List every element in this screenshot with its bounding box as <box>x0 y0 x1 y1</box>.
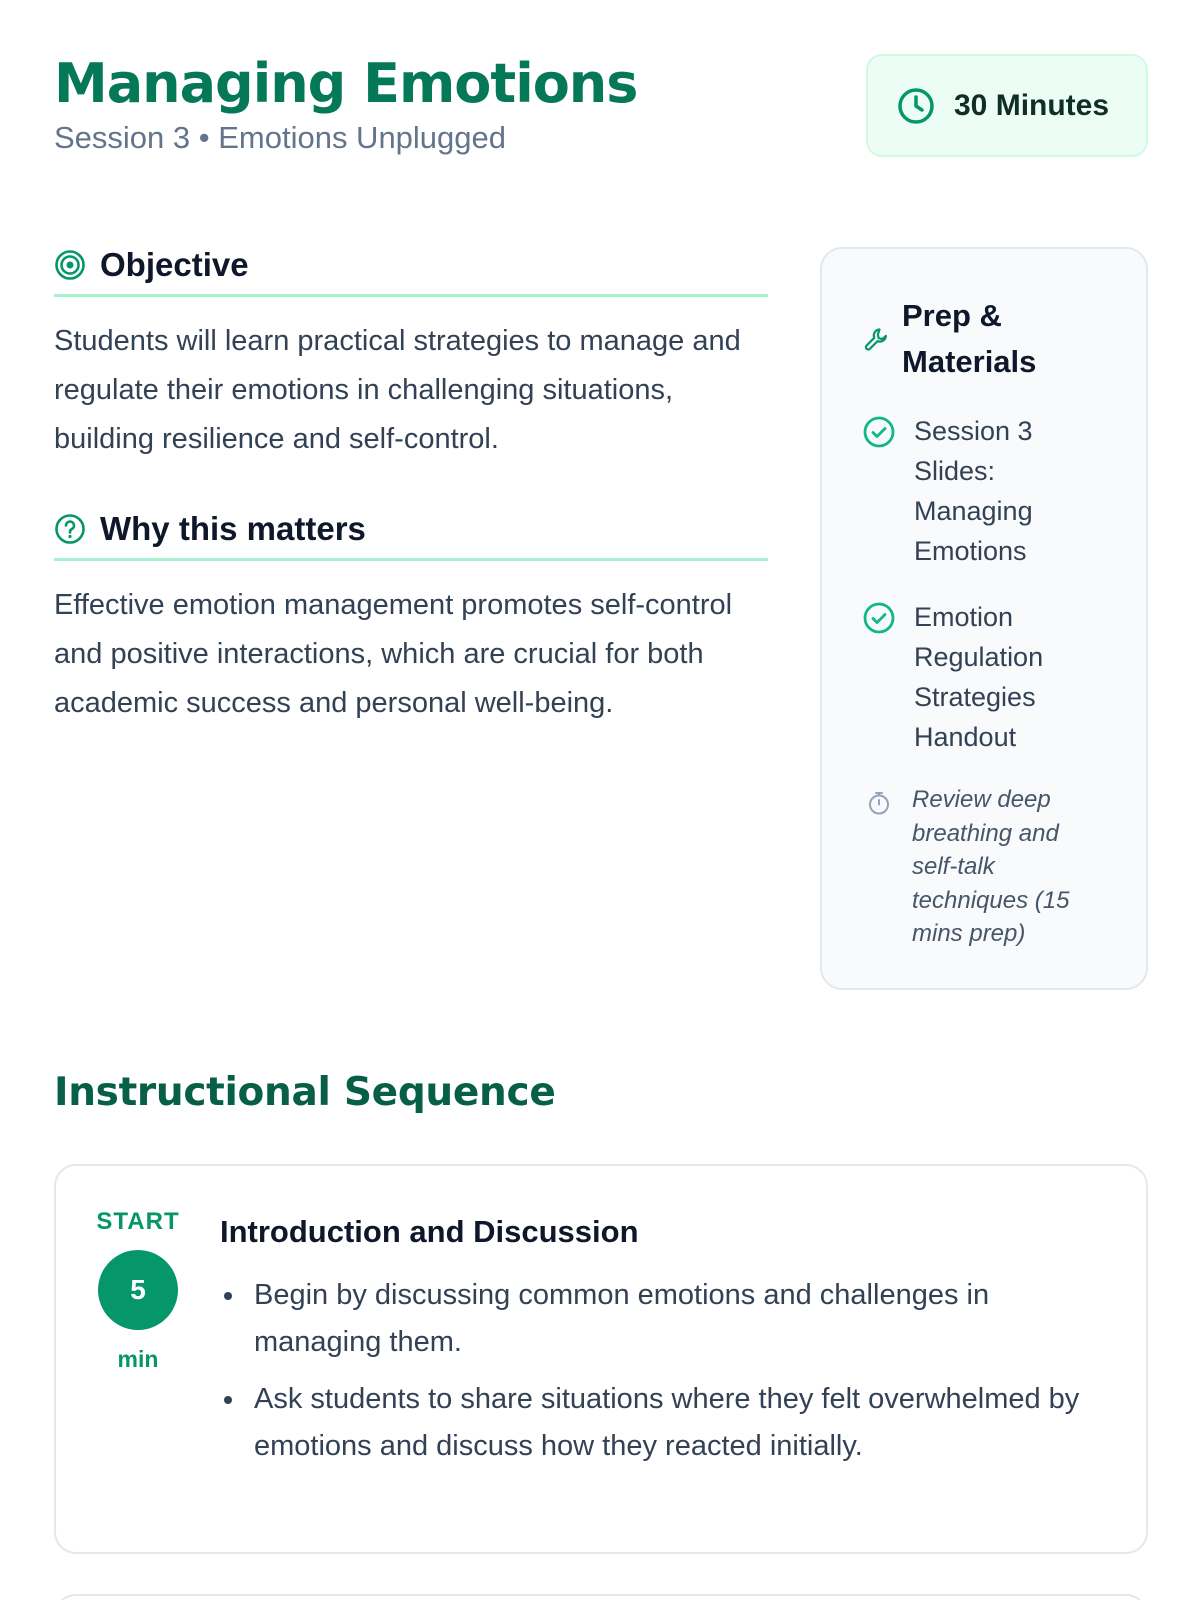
list-item: Ask students to share situations where they felt overwhelmed by emotions and discuss how they reacted initially. <box>220 1376 1100 1470</box>
sequence-step-card <box>54 1164 1148 1554</box>
prep-heading: Prep & Materials <box>902 298 1037 379</box>
stopwatch-icon <box>866 790 892 816</box>
wrench-icon <box>862 325 890 353</box>
prep-note-text: Review deep breathing and self-talk techniques (15 mins prep) <box>912 786 1070 947</box>
material-label: Session 3 Slides: Managing Emotions <box>914 416 1033 566</box>
instructional-sequence-heading: Instructional Sequence <box>54 1070 556 1115</box>
check-circle-icon <box>862 415 896 449</box>
objective-text: Students will learn practical strategies to manage and regulate their emotions in challenging situations, building resilience and self-control. <box>54 325 741 455</box>
page-header <box>54 54 637 155</box>
list-item <box>862 411 1106 571</box>
step-minutes-badge: 5 <box>98 1250 178 1330</box>
prep-header <box>862 293 1106 385</box>
step-content <box>220 1214 1100 1480</box>
sequence-step-card-next <box>54 1594 1148 1600</box>
objective-heading: Objective <box>100 246 249 283</box>
question-circle-icon <box>54 513 86 545</box>
clock-icon <box>896 86 936 126</box>
why-section <box>54 510 768 728</box>
prep-time-note <box>862 783 1106 951</box>
list-item: Begin by discussing common emotions and challenges in managing them. <box>220 1272 1100 1366</box>
list-item <box>862 597 1106 757</box>
check-circle-icon <box>862 601 896 635</box>
material-label: Emotion Regulation Strategies Handout <box>914 602 1044 752</box>
prep-materials-card <box>820 247 1148 990</box>
page-title: Managing Emotions <box>54 52 638 115</box>
why-text: Effective emotion management promotes self-control and positive interactions, which are crucial for both academic success and personal well-being. <box>54 589 733 719</box>
step-bullet-list <box>220 1272 1100 1470</box>
why-heading: Why this matters <box>100 510 366 547</box>
objective-section <box>54 246 768 464</box>
materials-list <box>862 411 1106 757</box>
step-title: Introduction and Discussion <box>220 1214 639 1249</box>
step-tag: START <box>96 1208 180 1235</box>
objective-header <box>54 246 768 297</box>
page-subtitle: Session 3 • Emotions Unplugged <box>54 120 507 156</box>
target-icon <box>54 249 86 281</box>
duration-label: 30 Minutes <box>954 88 1110 122</box>
lesson-overview <box>54 246 768 728</box>
duration-badge <box>866 54 1148 157</box>
step-minutes-unit: min <box>117 1346 159 1372</box>
step-timing <box>92 1208 184 1373</box>
why-header <box>54 510 768 561</box>
